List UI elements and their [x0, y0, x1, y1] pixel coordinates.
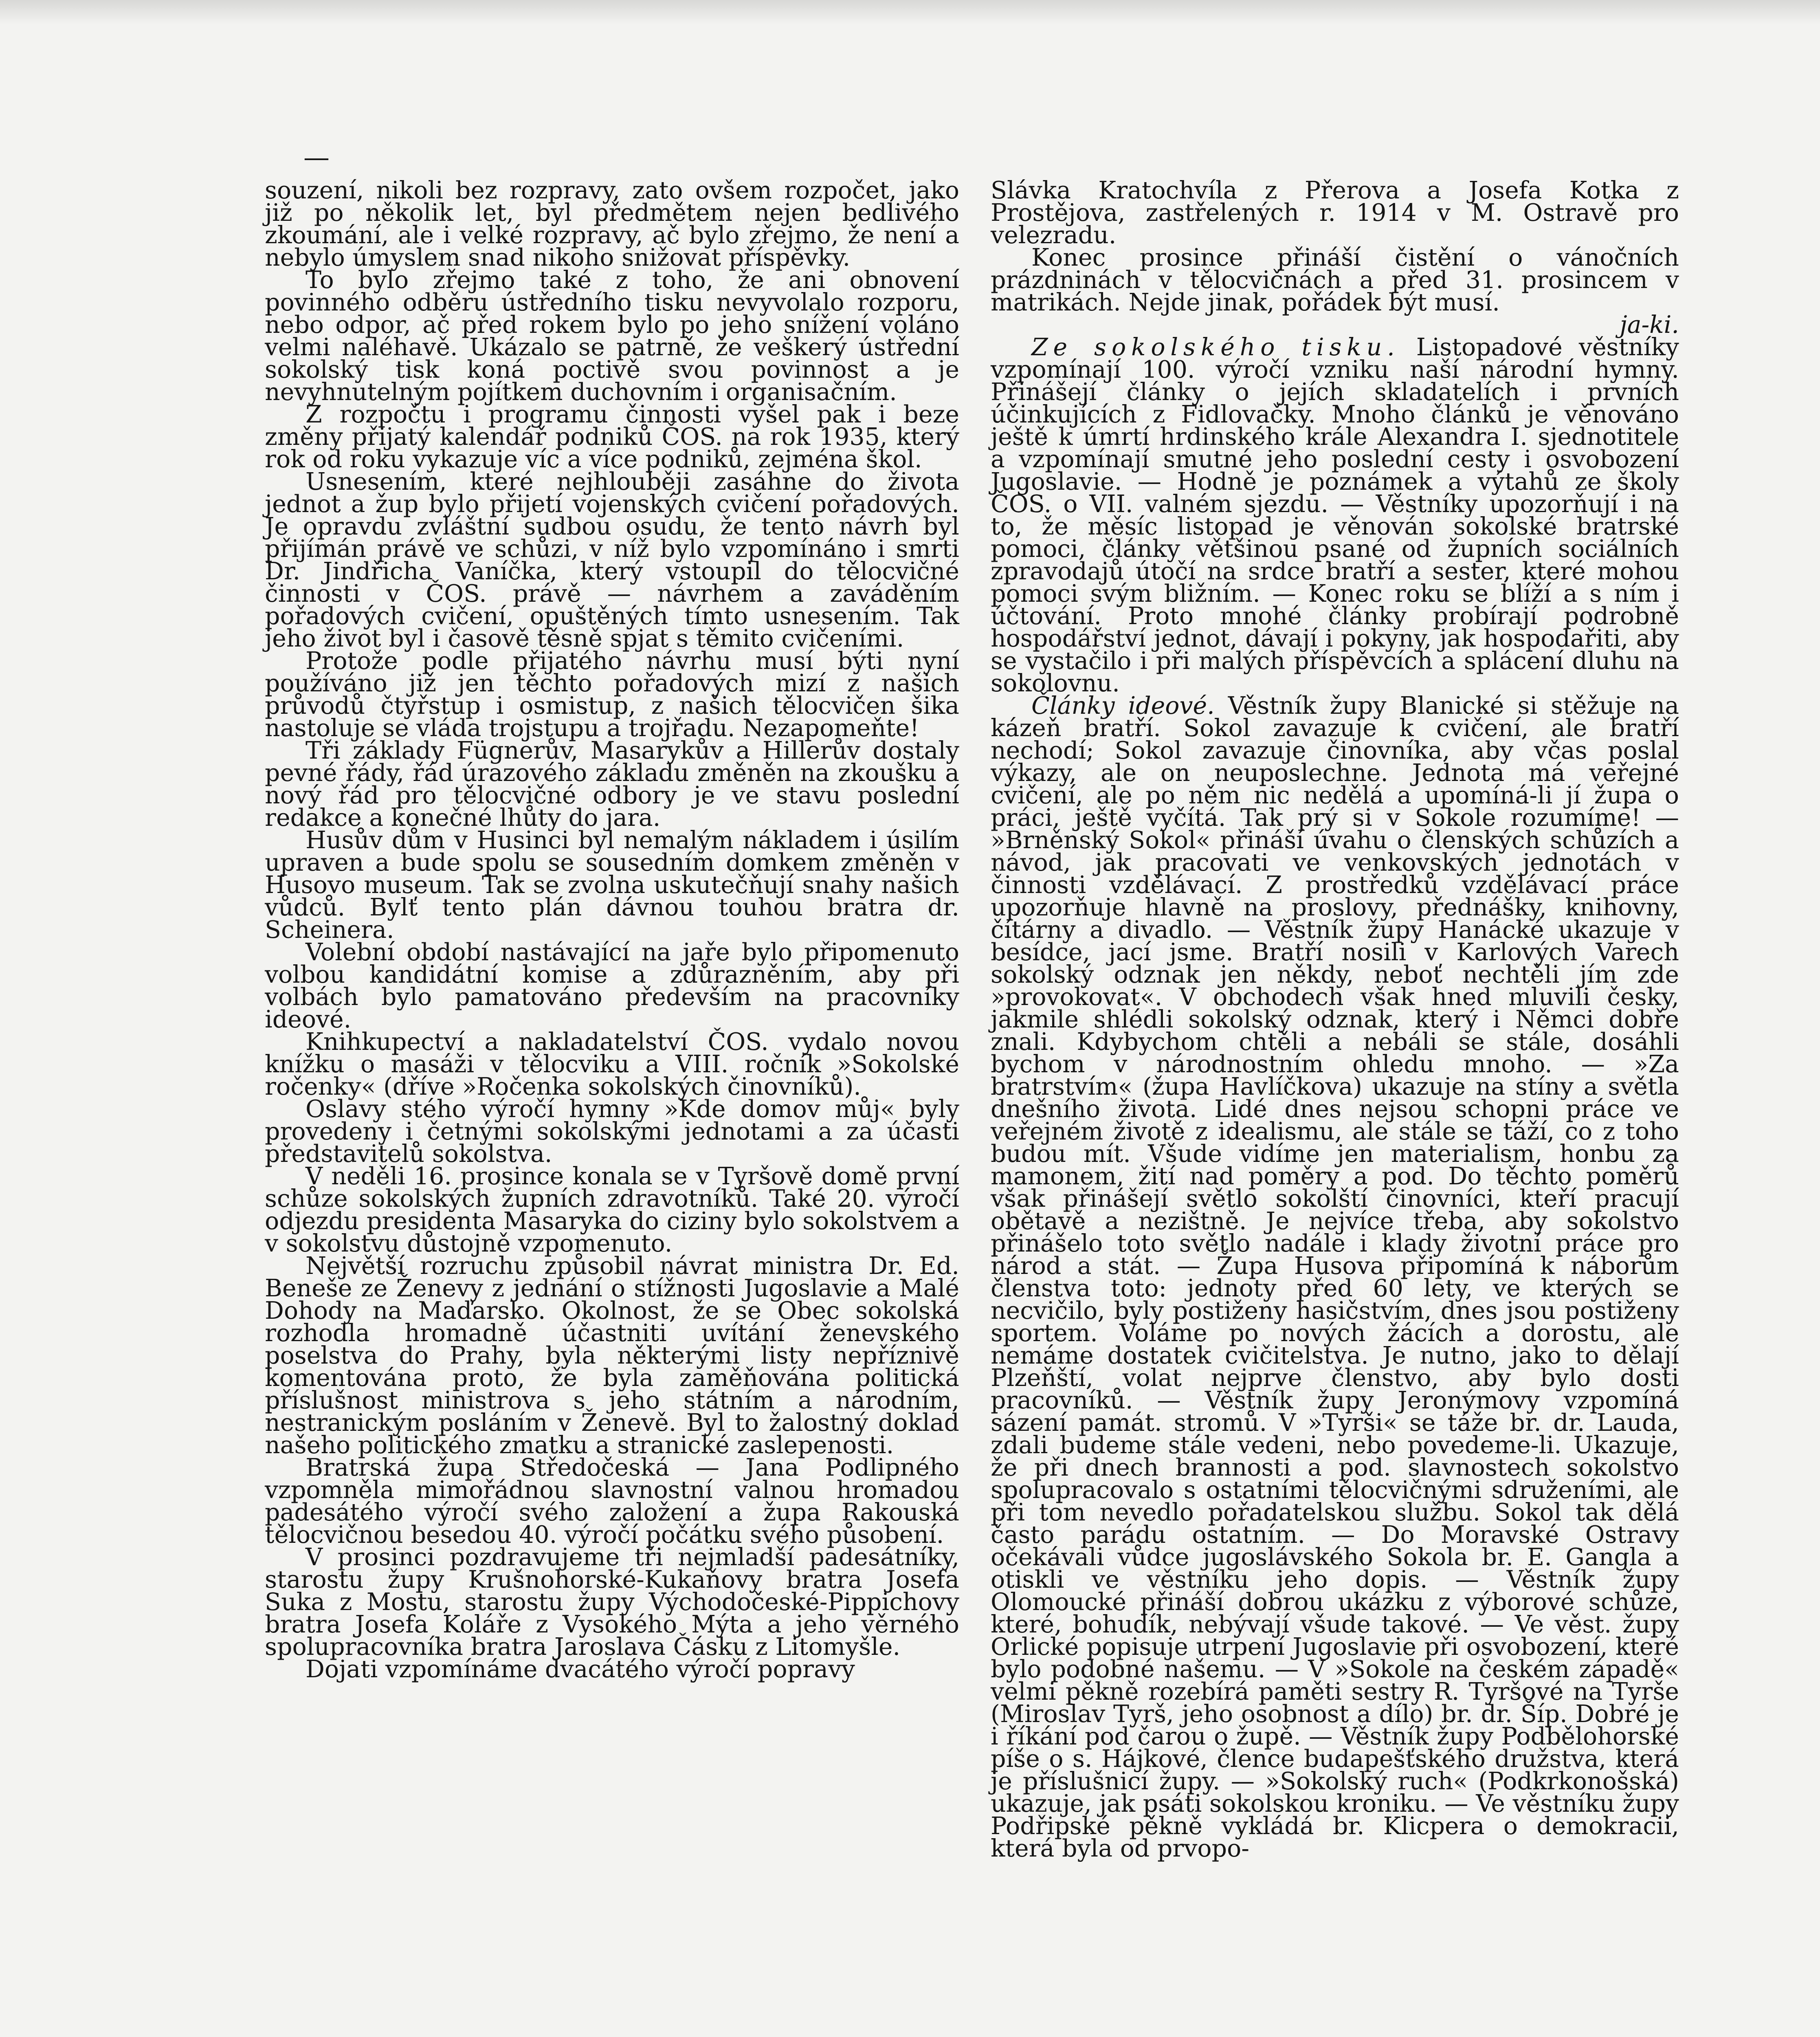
scan-edge: [0, 0, 1820, 24]
paragraph: Konec prosince přináší čistění o vánočních prázdninách v tělocvičnách a před 31. prosincem v matrikách. Nejde jinak, pořádek být musí.: [991, 244, 1679, 316]
paragraph: Protože podle přijatého návrhu musí býti nyní používáno již jen těchto pořadových mizí z našich průvodů čtyřstup i osmistup, z našich tělocvičen šika nastoluje se vláda trojstupu a trojřadu. Nezapomeňte!: [265, 647, 959, 742]
paragraph: Tři základy Fügnerův, Masarykův a Hillerův dostaly pevné řády, řád úrazového základu změněn na zkoušku a nový řád pro tělocvičné odbory je ve stavu poslední redakce a konečné lhůty do jara.: [265, 737, 959, 832]
paragraph: Knihkupectví a nakladatelství ČOS. vydalo novou knížku o masáži v tělocviku a VIII. ročník »Sokolské ročenky« (dříve »Ročenka sokolských činovníků).: [265, 1028, 959, 1100]
left-column: [265, 176, 959, 2037]
section-heading: Články ideové.: [1031, 692, 1215, 719]
paragraph: Volební období nastávající na jaře bylo připomenuto volbou kandidátní komise a zdůrazněním, aby při volbách bylo pamatováno především na pracovníky ideové.: [265, 938, 959, 1033]
paragraph: V prosinci pozdravujeme tři nejmladší padesátníky, starostu župy Krušnohorské-Kukaňovy bratra Josefa Suka z Mostu, starostu župy Východočeské-Pippichovy bratra Josefa Koláře z Vysokého Mýta a jeho věrného spolupracovníka bratra Jaroslava Čásku z Litomyšle.: [265, 1543, 959, 1661]
paragraph: To bylo zřejmo také z toho, že ani obnovení povinného odběru ústředního tisku nevyvolalo rozporu, nebo odpor, ač před rokem bylo po jeho snížení voláno velmi naléhavě. Ukázalo se patrně, že veškerý ústřední sokolský tisk koná poctivě svou povinnost a je nevyhnutelným pojítkem duchovním i organisačním.: [265, 266, 959, 406]
paragraph-text: Věstník župy Blanické si stěžuje na kázeň bratří. Sokol zavazuje k cvičení, ale bratří nechodí; Sokol zavazuje činovníka, aby včas poslal výkazy, ale on neuposlechne. Jednota má veřejné cvičení, ale po něm nic nedělá a upomíná-li jí župa o práci, ještě vyčítá. Tak prý si v Sokole rozumíme! — »Brněnský Sokol« přináší úvahu o členských schůzích a návod, jak pracovati ve venkovských jednotách v činnosti vzdělávací. Z prostředků vzdělávací práce upozorňuje hlavně na proslovy, přednášky, knihovny, čítárny a divadlo. — Věstník župy Hanácké ukazuje v besídce, jací jsme. Bratří nosili v Karlových Varech sokolský odznak jen někdy, neboť nechtěli jím zde »provokovat«. V obchodech však hned mluvili česky, jakmile shlédli sokolský odznak, který i Němci dobře znali. Kdybychom chtěli a nebáli se stále, dosáhli bychom v národnostním ohledu mnoho. — »Za bratrstvím« (župa Havlíčkova) ukazuje na stíny a světla dnešního života. Lidé dnes nejsou schopni práce ve veřejném životě z idealismu, ale stále se táží, co z toho budou mít. Všude vidíme jen materialism, honbu za mamonem, žití nad poměry a pod. Do těchto poměrů však přinášejí světlo sokolští činovníci, kteří pracují obětavě a nezištně. Je nejvíce třeba, aby sokolstvo přinášelo toto světlo nadále i klady životní práce pro národ a stát. — Župa Husova připomíná k náborům členstva toto: jednoty před 60 lety, ve kterých se necvičilo, byly postiženy hasičstvím, dnes jsou postiženy sportem. Voláme po nových žácích a dorostu, ale nemáme dostatek cvičitelstva. Je nutno, jako to dělají Plzeňští, volat nejprve členstvo, aby bylo dosti pracovníků. — Věstník župy Jeronýmovy vzpomíná sázení památ. stromů. V »Tyrši« se táže br. dr. Lauda, zdali budeme stále vedeni, nebo povedeme-li. Ukazuje, že při dnech brannosti a pod. slavnostech sokolstvo spolupracovalo s ostatními tělocvičnými sdruženími, ale při tom nevedlo pořadatelskou službu. Sokol tak dělá často parádu ostatním. — Do Moravské Ostravy očekávali vůdce jugoslávského Sokola br. E. Gangla a otiskli ve věstníku jeho dopis. — Věstník župy Olomoucké přináší dobrou ukázku z výborové schůze, které, bohudík, nebývají všude takové. — Ve věst. župy Orlické popisuje utrpení Jugoslavie při osvobození, které bylo podobné našemu. — V »Sokole na českém západě« velmi pěkně rozebírá paměti sestry R. Tyršové na Tyrše (Miroslav Tyrš, jeho osobnost a dílo) br. dr. Šíp. Dobré je i říkání pod čarou o župě. — Věstník župy Podbělohorské píše o s. Hájkové, člence budapešťského družstva, která je příslušnicí župy. — »Sokolský ruch« (Podkrkonošská) ukazuje, jak psáti sokolskou kroniku. — Ve věstníku župy Podřipské pěkně vykládá br. Klicpera o demokracii, která byla od prvopo-: [991, 692, 1679, 1862]
paragraph-text: Listopadové věstníky vzpomínají 100. výročí vzniku naší národní hymny. Přinášejí články o jejích skladatelích i prvních účinkujících z Fidlovačky. Mnoho článků je věnováno ještě k úmrtí hrdinského krále Alexandra I. sjednotitele a vzpomínají smutné jeho poslední cesty i osvobození Jugoslavie. — Hodně je poznámek a výtahů ze školy ČOS. o VII. valném sjezdu. — Věstníky upozorňují i na to, že měsíc listopad je věnován sokolské bratrské pomoci, články většinou psané od župních sociálních zpravodajů útočí na srdce bratří a sester, které mohou pomoci svým bližním. — Konec roku se blíží a s ním i účtování. Proto mnohé články probírají podrobně hospodářství jednot, dávají i pokyny, jak hospodařiti, aby se vystačilo i při malých příspěvcích a splácení dluhu na sokolovnu.: [991, 333, 1679, 697]
section-heading: Ze sokolského tisku.: [1031, 333, 1400, 361]
paragraph: Z rozpočtu i programu činnosti vyšel pak i beze změny přijatý kalendář podniků ČOS. na rok 1935, který rok od roku vykazuje víc a více podniků, zejména škol.: [265, 400, 959, 473]
paragraph: Oslavy stého výročí hymny »Kde domov můj« byly provedeny i četnými sokolskými jednotami a za účasti představitelů sokolstva.: [265, 1095, 959, 1168]
author-signature: ja-ki.: [1620, 311, 1679, 339]
paragraph: Slávka Kratochvíla z Přerova a Josefa Kotka z Prostějova, zastřelených r. 1914 v M. Ostravě pro velezradu.: [991, 176, 1679, 249]
paragraph: Dojati vzpomínáme dvacátého výročí popravy: [306, 1655, 855, 1683]
paragraph: V neděli 16. prosince konala se v Tyršově domě první schůze sokolských župních zdravotníků. Také 20. výročí odjezdu presidenta Masaryka do ciziny bylo sokolstvem a v sokolstvu důstojně vzpomenuto.: [265, 1162, 959, 1257]
page-top-mark: —: [303, 143, 330, 173]
paragraph: Největší rozruchu způsobil návrat ministra Dr. Ed. Beneše ze Ženevy z jednání o stížnosti Jugoslavie a Malé Dohody na Maďarsko. Okolnost, že se Obec sokolská rozhodla hromadně účastniti uvítání ženevského poselstva do Prahy, byla některými listy nepříznivě komentována proto, že byla zaměňována politická příslušnost ministrova s jeho státním a národním, nestranickým posláním v Ženevě. Byl to žalostný doklad našeho politického zmatku a stranické zaslepenosti.: [265, 1252, 959, 1459]
right-column: [991, 176, 1679, 1882]
paragraph: [991, 692, 1679, 1862]
paragraph: Bratrská župa Středočeská — Jana Podlipného vzpomněla mimořádnou slavnostní valnou hromadou padesátého výročí svého založení a župa Rakouská tělocvičnou besedou 40. výročí počátku svého působení.: [265, 1454, 959, 1549]
paragraph: [991, 333, 1679, 697]
paragraph: Husův dům v Husinci byl nemalým nákladem i úsilím upraven a bude spolu se sousedním domkem změněn v Husovo museum. Tak se zvolna uskutečňují snahy našich vůdců. Bylť tento plán dávnou touhou bratra dr. Scheinera.: [265, 826, 959, 944]
paragraph: souzení, nikoli bez rozpravy, zato ovšem rozpočet, jako již po několik let, byl předmětem nejen bedlivého zkoumání, ale i velké rozpravy, ač bylo zřejmo, že není a nebylo úmyslem snad nikoho snižovat příspěvky.: [265, 176, 959, 271]
paragraph: Usnesením, které nejhlouběji zasáhne do života jednot a žup bylo přijetí vojenských cvičení pořadových. Je opravdu zvláštní sudbou osudu, že tento návrh byl přijímán právě ve schůzi, v níž bylo vzpomínáno i smrti Dr. Jindřicha Vaníčka, který vstoupil do tělocvičné činnosti v ČOS. právě — návrhem a zaváděním pořadových cvičení, opuštěných tímto usnesením. Tak jeho život byl i časově těsně spjat s těmito cvičeními.: [265, 468, 959, 652]
